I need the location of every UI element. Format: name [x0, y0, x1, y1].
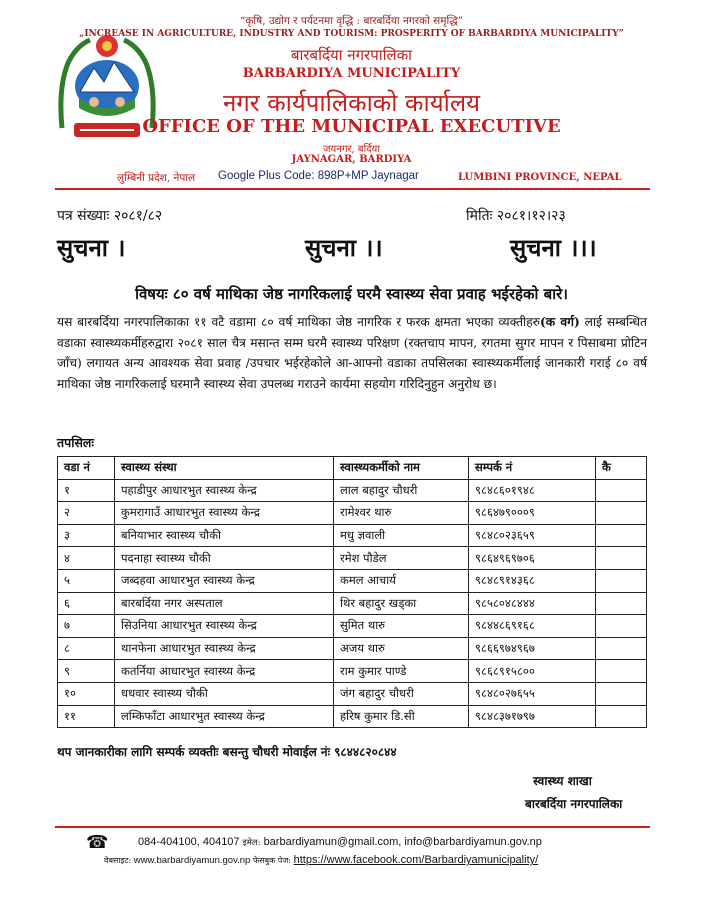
notice-heading: सुचना ।	[57, 233, 126, 262]
notice-body	[57, 312, 647, 394]
contact-number-cell: ९८४८०२७६५५	[469, 682, 596, 705]
google-plus-code: Google Plus Code: 898P+MP Jaynagar	[218, 170, 419, 182]
health-worker-cell: रामेश्वर थारु	[334, 502, 469, 525]
ward-number-cell: ३	[58, 524, 115, 547]
footer-contact-line	[138, 836, 542, 848]
remarks-cell	[596, 502, 647, 525]
remarks-cell	[596, 592, 647, 615]
facebook-link[interactable]: https://www.facebook.com/Barbardiyamunicipality/	[293, 854, 539, 866]
health-worker-cell: जंग बहादुर चौधरी	[334, 682, 469, 705]
facebook-label: फेसबुक पेज:	[252, 856, 291, 865]
table-row	[58, 592, 647, 615]
remarks-cell	[596, 547, 647, 570]
health-facility-cell: सिउनिया आधारभुत स्वास्थ्य केन्द्र	[115, 615, 334, 638]
date-label: मितिः	[466, 208, 493, 224]
table-row	[58, 660, 647, 683]
health-worker-cell: अजय थारु	[334, 637, 469, 660]
reference-label: पत्र संख्याः	[57, 208, 110, 224]
municipality-name-english: BARBARDIYA MUNICIPALITY	[242, 66, 461, 81]
health-contacts-table	[57, 456, 647, 728]
province-english: LUMBINI PROVINCE, NEPAL	[458, 172, 622, 183]
table-row	[58, 637, 647, 660]
body-text-part: यस बारबर्दिया नगरपालिकाका ११ वटै वडामा ८० वर्ष माथिका जेष्ठ नागरिक र फरक क्षमता भएका व्यक्तीहरु	[57, 315, 540, 329]
remarks-cell	[596, 660, 647, 683]
reference-value: २०८१/८२	[113, 208, 163, 224]
contact-number-cell: ९८६८९१५८००	[469, 660, 596, 683]
ward-number-cell: ९	[58, 660, 115, 683]
health-worker-cell: थिर बहादुर खड्का	[334, 592, 469, 615]
remarks-cell	[596, 705, 647, 728]
table-row	[58, 547, 647, 570]
notice-heading: सुचना ।।।	[510, 233, 597, 262]
remarks-cell	[596, 637, 647, 660]
remarks-cell	[596, 524, 647, 547]
website-link[interactable]: www.barbardiyamun.gov.np	[133, 855, 251, 866]
website-label: वेबसाइट:	[104, 856, 132, 865]
health-worker-cell: सुमित थारु	[334, 615, 469, 638]
health-facility-cell: जब्दहवा आधारभुत स्वास्थ्य केन्द्र	[115, 569, 334, 592]
contact-number-cell: ९८४८०२३६५९	[469, 524, 596, 547]
health-worker-cell: कमल आचार्य	[334, 569, 469, 592]
slogan-english: „INCREASE IN AGRICULTURE, INDUSTRY AND TOURISM: PROSPERITY OF BARBARDIYA MUNICIPALITY”	[79, 29, 624, 39]
ward-number-cell: १	[58, 479, 115, 502]
table-row	[58, 479, 647, 502]
remarks-cell	[596, 615, 647, 638]
contact-number-cell: ९८६६९७४९६७	[469, 637, 596, 660]
telephone-icon: ☎	[86, 832, 109, 853]
body-highlight: (क वर्ग)	[539, 315, 580, 329]
header-divider	[55, 188, 650, 190]
ward-number-cell: ७	[58, 615, 115, 638]
ward-number-cell: ५	[58, 569, 115, 592]
contact-number-cell: ९८५८०४८४४४	[469, 592, 596, 615]
footer-emails[interactable]: barbardiyamun@gmail.com, info@barbardiyamun.gov.np	[263, 836, 542, 848]
health-worker-cell: रमेश पौडेल	[334, 547, 469, 570]
column-header: कै	[596, 457, 647, 480]
ward-number-cell: ४	[58, 547, 115, 570]
slogan-nepali: “कृषि, उद्योग र पर्यटनमा वृद्धि : बारबर्दिया नगरको समृद्धि”	[240, 15, 463, 27]
table-row	[58, 615, 647, 638]
footer-web-line	[104, 854, 538, 866]
health-worker-cell: मधु ज्ञवाली	[334, 524, 469, 547]
office-name-english: OFFICE OF THE MUNICIPAL EXECUTIVE	[142, 116, 561, 137]
health-worker-cell: लाल बहादुर चौधरी	[334, 479, 469, 502]
column-header: स्वास्थ्य संस्था	[115, 457, 334, 480]
footer-divider	[55, 826, 650, 828]
health-facility-cell: धधवार स्वास्थ्य चौकी	[115, 682, 334, 705]
health-facility-cell: बारबर्दिया नगर अस्पताल	[115, 592, 334, 615]
health-facility-cell: बनियाभार स्वास्थ्य चौकी	[115, 524, 334, 547]
health-facility-cell: पहाडीपुर आधारभुत स्वास्थ्य केन्द्र	[115, 479, 334, 502]
signature-organization: बारबर्दिया नगरपालिका	[525, 797, 623, 811]
details-label: तपसिलः	[57, 435, 94, 450]
notice-heading: सुचना ।।	[305, 233, 383, 262]
contact-number-cell: ९८४८९१४३६८	[469, 569, 596, 592]
remarks-cell	[596, 682, 647, 705]
table-row	[58, 569, 647, 592]
office-name-nepali: नगर कार्यपालिकाको कार्यालय	[222, 89, 481, 117]
contact-note: थप जानकारीका लागि सम्पर्क व्यक्तीः बसन्तु चौधरी मोवाईल नंः ९८४४८२०८४४	[57, 745, 397, 759]
ward-number-cell: १०	[58, 682, 115, 705]
table-row	[58, 524, 647, 547]
column-header: स्वास्थ्यकर्मीको नाम	[334, 457, 469, 480]
table-header-row	[58, 457, 647, 480]
health-facility-cell: थानफेना आधारभुत स्वास्थ्य केन्द्र	[115, 637, 334, 660]
contact-number-cell: ९८४८३७१७९७	[469, 705, 596, 728]
email-label: इमेल:	[242, 838, 261, 848]
ward-number-cell: ११	[58, 705, 115, 728]
ward-number-cell: ६	[58, 592, 115, 615]
health-worker-cell: हरिष कुमार डि.सी	[334, 705, 469, 728]
body-text-part: लाई सम्बन्धित वडाका स्वास्थ्यकर्मीहरुद्वारा २०८१ साल चैत्र मसान्त सम्म घरमै स्वास्थ्य परिक्षण (रक्तचाप मापन, रगतमा सुगर मापन र पिसाबमा प्रोटिन जाँच) लगायत अन्य आवश्यक सेवा प्रवाह /उपचार भईरहेकोले आ-आफ्नो वडाका तपसिलका स्वास्थ्यकर्मीलाई जानकारी गराई ८० वर्ष माथिका जेष्ठ नागरिकलाई घरमानै स्वास्थ्य सेवा उपलब्ध गराउने कार्यमा सहयोग गरिदिनुहुन अनुरोध छ।	[57, 315, 647, 391]
municipality-name-nepali: बारबर्दिया नगरपालिका	[290, 46, 413, 64]
province-nepali: लुम्बिनी प्रदेश, नेपाल	[117, 172, 196, 184]
footer-phones: 084-404100, 404107	[138, 836, 240, 848]
town-english: JAYNAGAR, BARDIYA	[291, 154, 412, 165]
health-facility-cell: लम्किफाँटा आधारभुत स्वास्थ्य केन्द्र	[115, 705, 334, 728]
table-row	[58, 502, 647, 525]
table-row	[58, 682, 647, 705]
health-facility-cell: कुमरागाउँ आधारभुत स्वास्थ्य केन्द्र	[115, 502, 334, 525]
contact-number-cell: ९८४४८६९१६८	[469, 615, 596, 638]
health-facility-cell: कतर्निया आधारभुत स्वास्थ्य केन्द्र	[115, 660, 334, 683]
health-worker-cell: राम कुमार पाण्डे	[334, 660, 469, 683]
health-facility-cell: पदनाहा स्वास्थ्य चौकी	[115, 547, 334, 570]
ward-number-cell: ८	[58, 637, 115, 660]
subject-line: विषयः ८० वर्ष माथिका जेष्ठ नागरिकलाई घरमै स्वास्थ्य सेवा प्रवाह भईरहेको बारे।	[135, 285, 568, 303]
reference-number	[57, 206, 162, 225]
letter-date	[466, 206, 566, 225]
date-value: २०८१।१२।२३	[496, 208, 566, 224]
contact-number-cell: ९८६४९६९७०६	[469, 547, 596, 570]
ward-number-cell: २	[58, 502, 115, 525]
town-nepali: जयनगर, बर्दिया	[323, 144, 380, 155]
table-row	[58, 705, 647, 728]
remarks-cell	[596, 479, 647, 502]
signature-department: स्वास्थ्य शाखा	[533, 774, 592, 788]
contact-number-cell: ९८६४७९०००९	[469, 502, 596, 525]
contact-number-cell: ९८४८६०१९४८	[469, 479, 596, 502]
remarks-cell	[596, 569, 647, 592]
column-header: सम्पर्क नं	[469, 457, 596, 480]
column-header: वडा नं	[58, 457, 115, 480]
